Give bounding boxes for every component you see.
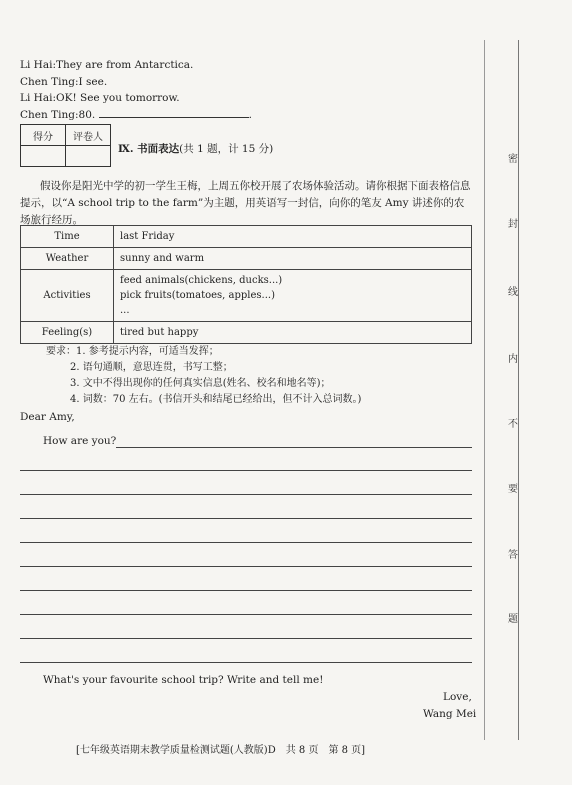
utterance: 80. — [78, 109, 96, 121]
dialogue-line-4: Chen Ting:80. . — [20, 109, 252, 121]
writing-line[interactable] — [20, 518, 472, 519]
section-heading — [118, 141, 273, 156]
grader-field[interactable] — [66, 146, 111, 167]
speaker: Chen Ting — [20, 109, 75, 121]
seal-char: 不 — [508, 419, 518, 430]
seal-border-line — [518, 40, 519, 740]
page-footer: [七年级英语期末教学质量检测试题(人教版)D 共 8 页 第 8 页] — [76, 745, 366, 756]
seal-border-line — [484, 40, 485, 740]
requirement-item: 2. 语句通顺，意思连贯，书写工整； — [70, 362, 233, 373]
activity-item: feed animals(chickens, ducks...) — [120, 275, 283, 286]
writing-line[interactable] — [20, 638, 472, 639]
seal-char: 封 — [508, 219, 518, 230]
utterance: They are from Antarctica. — [56, 59, 194, 71]
seal-char: 答 — [508, 550, 518, 561]
speaker: Li Hai — [20, 59, 53, 71]
dialogue-line-3: Li Hai:OK! See you tomorrow. — [20, 92, 180, 104]
writing-line[interactable] — [20, 470, 472, 471]
seal-char: 密 — [508, 154, 518, 165]
seal-char: 题 — [508, 614, 518, 625]
activity-item: pick fruits(tomatoes, apples...) — [120, 290, 275, 301]
letter-greeting: Dear Amy, — [20, 411, 75, 423]
utterance: OK! See you tomorrow. — [56, 92, 180, 104]
requirements-label: 要求： — [46, 346, 76, 357]
writing-line[interactable] — [20, 590, 472, 591]
row-value: last Friday — [114, 226, 472, 248]
table-row — [21, 226, 472, 248]
score-label: 得分 — [21, 125, 66, 146]
row-key: Activities — [21, 270, 114, 322]
writing-line[interactable] — [20, 542, 472, 543]
section-note: (共 1 题，计 15 分) — [179, 143, 274, 155]
utterance: I see. — [78, 76, 108, 88]
table-row — [21, 322, 472, 344]
row-value: tired but happy — [114, 322, 472, 344]
writing-line[interactable] — [20, 662, 472, 663]
table-row — [21, 270, 472, 322]
letter-signoff: Love, — [443, 691, 472, 703]
writing-line[interactable] — [20, 566, 472, 567]
task-instructions: 假设你是阳光中学的初一学生王梅，上周五你校开展了农场体验活动。请你根据下面表格信息提示，以“A school trip to the farm”为主题，用英语写一封信，向你的笔友 Amy 讲述你的农场旅行经历。 — [20, 180, 471, 226]
section-title: Ⅸ. 书面表达 — [118, 143, 180, 155]
speaker: Li Hai — [20, 92, 53, 104]
row-key: Weather — [21, 248, 114, 270]
letter-signature: Wang Mei — [423, 708, 477, 720]
dialogue-line-1: Li Hai:They are from Antarctica. — [20, 59, 194, 71]
requirement-text: 1. 参考提示内容，可适当发挥； — [76, 346, 219, 357]
speaker: Chen Ting — [20, 76, 75, 88]
answer-blank[interactable] — [99, 107, 249, 118]
requirement-item: 3. 文中不得出现你的任何真实信息(姓名、校名和地名等)； — [70, 378, 331, 389]
score-box — [20, 124, 111, 167]
requirements — [46, 344, 361, 408]
writing-line[interactable] — [116, 447, 472, 448]
row-key: Time — [21, 226, 114, 248]
activity-item: ... — [120, 305, 130, 316]
seal-char: 线 — [508, 287, 518, 298]
score-field[interactable] — [21, 146, 66, 167]
info-table — [20, 225, 472, 344]
letter-opening: How are you? — [43, 435, 117, 447]
requirement-item: 4. 词数：70 左右。(书信开头和结尾已经给出，但不计入总词数。) — [70, 394, 362, 405]
seal-char: 要 — [508, 484, 518, 495]
grader-label: 评卷人 — [66, 125, 111, 146]
row-value — [114, 270, 472, 322]
requirement-item — [46, 344, 361, 360]
table-row — [21, 248, 472, 270]
writing-line[interactable] — [20, 494, 472, 495]
writing-line[interactable] — [20, 614, 472, 615]
letter-closing-line: What's your favourite school trip? Write and tell me! — [43, 674, 324, 686]
row-value: sunny and warm — [114, 248, 472, 270]
dialogue-line-2: Chen Ting:I see. — [20, 76, 108, 88]
seal-char: 内 — [508, 354, 518, 365]
row-key: Feeling(s) — [21, 322, 114, 344]
